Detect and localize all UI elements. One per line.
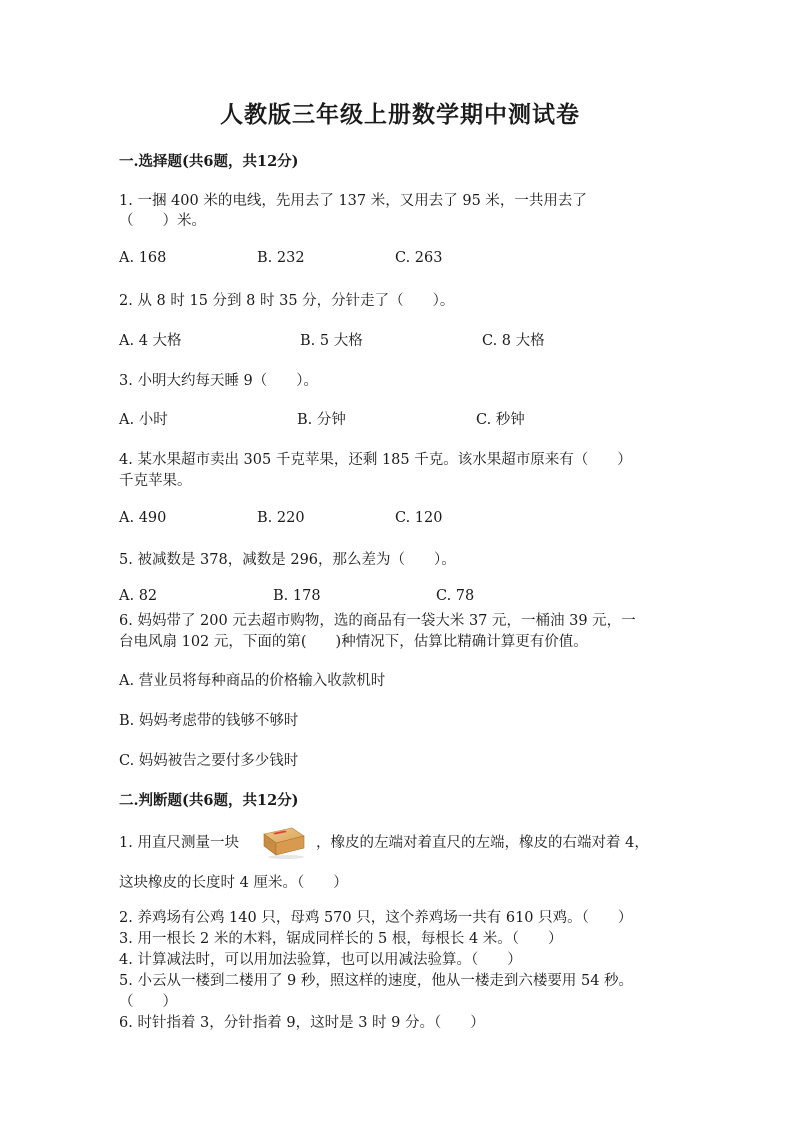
question-6-option-a[interactable]: A. 营业员将每种商品的价格输入收款机时 (119, 673, 386, 689)
question-1-option-b[interactable]: B. 232 (257, 250, 305, 266)
question-5-option-b[interactable]: B. 178 (273, 588, 321, 604)
judgment-1-text-a: 1. 用直尺测量一块 (119, 835, 239, 851)
question-4-text: 4. 某水果超市卖出 305 千克苹果，还剩 185 千克。该水果超市原来有（ ） (119, 452, 632, 468)
question-3-option-c[interactable]: C. 秒钟 (476, 412, 525, 428)
page-title: 人教版三年级上册数学期中测试卷 (220, 101, 580, 128)
question-4-option-c[interactable]: C. 120 (395, 510, 443, 526)
question-6-text: 6. 妈妈带了 200 元去超市购物，选的商品有一袋大米 37 元，一桶油 39 元，一 (119, 613, 636, 629)
judgment-6-text: 6. 时针指着 3，分针指着 9，这时是 3 时 9 分。（ ） (119, 1015, 485, 1031)
judgment-3-text: 3. 用一根长 2 米的木料，锯成同样长的 5 根，每根长 4 米。（ ） (119, 931, 563, 947)
question-3-text: 3. 小明大约每天睡 9（ ）。 (119, 373, 319, 389)
judgment-5-text: 5. 小云从一楼到二楼用了 9 秒，照这样的速度，他从一楼走到六楼要用 54 秒。 (119, 973, 634, 989)
question-1-text: 1. 一捆 400 米的电线，先用去了 137 米，又用去了 95 米，一共用去了 (119, 193, 587, 209)
question-2-option-b[interactable]: B. 5 大格 (300, 333, 363, 349)
question-4-option-b[interactable]: B. 220 (257, 510, 305, 526)
question-5-option-a[interactable]: A. 82 (119, 588, 158, 604)
question-6-option-b[interactable]: B. 妈妈考虑带的钱够不够时 (119, 713, 299, 729)
question-4-option-a[interactable]: A. 490 (119, 510, 167, 526)
question-5-text: 5. 被减数是 378，减数是 296，那么差为（ ）。 (119, 552, 456, 568)
question-6-text-cont: 台电风扇 102 元，下面的第( )种情况下，估算比精确计算更有价值。 (119, 634, 588, 650)
question-5-option-c[interactable]: C. 78 (436, 588, 475, 604)
question-2-option-a[interactable]: A. 4 大格 (119, 333, 182, 349)
question-3-option-b[interactable]: B. 分钟 (297, 412, 346, 428)
question-3-option-a[interactable]: A. 小时 (119, 412, 168, 428)
question-1-option-a[interactable]: A. 168 (119, 250, 167, 266)
judgment-5-text-cont: （ ） (119, 994, 177, 1010)
question-2-option-c[interactable]: C. 8 大格 (482, 333, 545, 349)
judgment-1-text-b: ，橡皮的左端对着直尺的左端，橡皮的右端对着 4， (316, 835, 649, 851)
section-heading-judgment: 二.判断题(共6题，共12分) (119, 792, 299, 809)
question-6-option-c[interactable]: C. 妈妈被告之要付多少钱时 (119, 753, 299, 769)
question-1-text-cont: （ ）米。 (119, 213, 206, 229)
judgment-4-text: 4. 计算减法时，可以用加法验算，也可以用减法验算。（ ） (119, 952, 522, 968)
section-heading-choice: 一.选择题(共6题，共12分) (119, 153, 299, 170)
question-1-option-c[interactable]: C. 263 (395, 250, 443, 266)
judgment-2-text: 2. 养鸡场有公鸡 140 只，母鸡 570 只，这个养鸡场一共有 610 只鸡。（ ） (119, 910, 633, 926)
question-4-text-cont: 千克苹果。 (119, 473, 192, 489)
judgment-1-text-cont: 这块橡皮的长度时 4 厘米。（ ） (119, 875, 348, 891)
question-2-text: 2. 从 8 时 15 分到 8 时 35 分，分针走了（ ）。 (119, 293, 455, 309)
eraser-icon (258, 824, 308, 860)
